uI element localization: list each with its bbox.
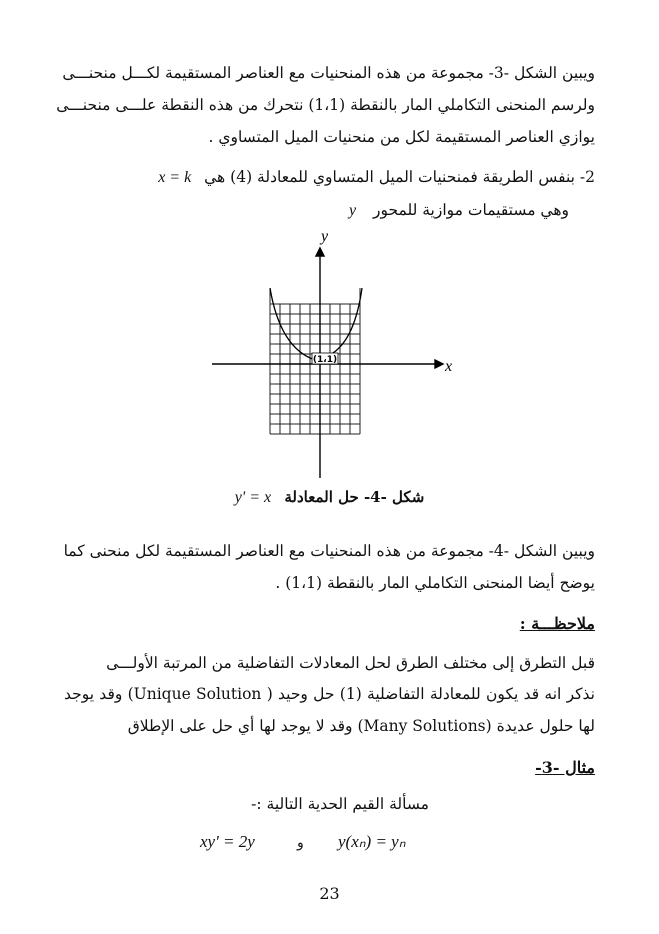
point-label: (1،1) — [312, 355, 338, 365]
example-equations — [200, 832, 440, 852]
example-title: مثال -3- — [535, 758, 595, 777]
note-line1: قبل التطرق إلى مختلف الطرق لحل المعادلات التفاضلية من المرتبة الأولـــى — [106, 654, 595, 672]
page-number: 23 — [319, 884, 340, 903]
item2-line1 — [158, 166, 595, 189]
note-line2: نذكر انه قد يكون للمعادلة التفاضلية (1) حل وحيد ( Unique Solution) وقد يوجد — [64, 685, 595, 703]
x-axis-label: x — [445, 358, 453, 375]
equation-right: y(xₙ) = yₙ — [338, 832, 406, 851]
figure-caption-math: y' = x — [234, 489, 272, 506]
equation-left: xy' = 2y — [200, 832, 255, 851]
note-line3: لها حلول عديدة (Many Solutions) وقد لا يوجد لها أي حل على الإطلاق — [127, 717, 595, 735]
x-axis-arrow-icon — [435, 360, 443, 368]
para1-line3: يوازي العناصر المستقيمة لكل من منحنيات الميل المتساوي . — [208, 128, 595, 146]
note-title: ملاحظـــة : — [519, 614, 595, 633]
figure-caption — [0, 488, 659, 507]
item2-line2 — [349, 199, 569, 222]
para2-line2: يوضح أيضا المنحنى التكاملي المار بالنقطة (1،1) . — [275, 574, 595, 592]
y-axis-arrow-icon — [316, 248, 324, 256]
para1-line2: ولرسم المنحنى التكاملي المار بالنقطة (1،1) نتحرك من هذه النقطة علـــى منحنـــى — [56, 96, 595, 114]
example-intro: مسألة القيم الحدية التالية :- — [251, 795, 429, 813]
item2-line1-math: x = k — [158, 169, 192, 186]
figure-caption-text: شكل -4- حل المعادلة — [284, 488, 425, 506]
y-axis-label: y — [321, 228, 329, 245]
para2-line1: ويبين الشكل -4- مجموعة من هذه المنحنيات مع العناصر المستقيمة لكل منحنى كما — [63, 542, 595, 560]
item2-line2-text: وهي مستقيمات موازية للمحور — [373, 201, 569, 219]
equation-connector: و — [297, 835, 304, 851]
item2-line2-math: y — [348, 202, 357, 219]
para1-line1: ويبين الشكل -3- مجموعة من هذه المنحنيات مع العناصر المستقيمة لكـــل منحنـــى — [62, 64, 595, 82]
figure-isocline-plot — [205, 228, 465, 488]
item2-line1-text: 2- بنفس الطريقة فمنحنيات الميل المتساوي للمعادلة (4) هي — [204, 168, 595, 186]
